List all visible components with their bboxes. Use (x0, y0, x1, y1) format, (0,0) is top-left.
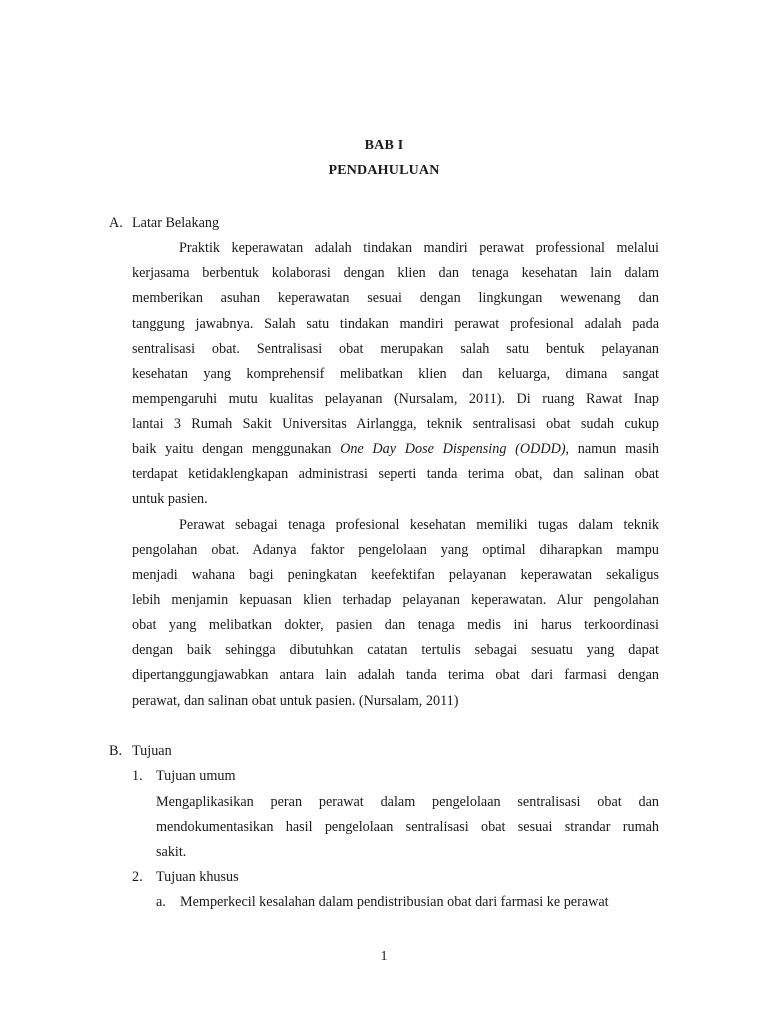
paragraph-line: kerjasama berbentuk kolaborasi dengan klien dan tenaga kesehatan lain dalam (132, 265, 659, 281)
paragraph-line: menjadi wahana bagi peningkatan keefektifan pelayanan keperawatan sekaligus (132, 567, 659, 583)
paragraph-line: obat yang melibatkan dokter, pasien dan tenaga medis ini harus terkoordinasi (132, 617, 659, 633)
paragraph-line: dengan baik sehingga dibutuhkan catatan tertulis sebagai sesuatu yang dapat (132, 642, 659, 658)
item-1-title: Tujuan umum (156, 768, 236, 784)
sub-item-a-text: Memperkecil kesalahan dalam pendistribusian obat dari farmasi ke perawat (180, 894, 609, 910)
section-a-marker: A. (109, 215, 123, 231)
paragraph-line: memberikan asuhan keperawatan sesuai dengan lingkungan wewenang dan (132, 290, 659, 306)
paragraph-line: dipertanggungjawabkan antara lain adalah tanda terima obat dari farmasi dengan (132, 667, 659, 683)
paragraph-line: tanggung jawabnya. Salah satu tindakan mandiri perawat profesional adalah pada (132, 316, 659, 332)
item-1-marker: 1. (132, 768, 143, 784)
paragraph-line (132, 440, 659, 458)
item-1-line: mendokumentasikan hasil pengelolaan sentralisasi obat sesuai strandar rumah (156, 819, 659, 835)
paragraph-line: sentralisasi obat. Sentralisasi obat merupakan salah satu bentuk pelayanan (132, 341, 659, 357)
paragraph-line: mempengaruhi mutu kualitas pelayanan (Nursalam, 2011). Di ruang Rawat Inap (132, 391, 659, 407)
paragraph-line: Praktik keperawatan adalah tindakan mandiri perawat professional melalui (179, 240, 659, 256)
paragraph-line: perawat, dan salinan obat untuk pasien. (Nursalam, 2011) (132, 693, 459, 709)
paragraph-line: Perawat sebagai tenaga profesional kesehatan memiliki tugas dalam teknik (179, 517, 659, 533)
chapter-number: BAB I (364, 138, 404, 153)
sub-item-a-marker: a. (156, 894, 166, 910)
item-1-line: Mengaplikasikan peran perawat dalam pengelolaan sentralisasi obat dan (156, 794, 659, 810)
page-number: 1 (380, 949, 388, 964)
section-b-marker: B. (109, 743, 123, 759)
item-1-line: sakit. (156, 844, 187, 860)
item-2-marker: 2. (132, 869, 143, 885)
paragraph-line: lantai 3 Rumah Sakit Universitas Airlangga, teknik sentralisasi obat sudah cukup (132, 416, 659, 432)
paragraph-line: lebih menjamin kepuasan klien terhadap pelayanan keperawatan. Alur pengolahan (132, 592, 659, 608)
paragraph-line: terdapat ketidaklengkapan administrasi seperti tanda terima obat, dan salinan obat (132, 466, 659, 482)
line-text: baik yaitu dengan menggunakan (132, 441, 332, 457)
chapter-title: PENDAHULUAN (328, 163, 440, 178)
section-b-title: Tujuan (132, 743, 172, 759)
section-a-title: Latar Belakang (132, 215, 220, 231)
item-2-title: Tujuan khusus (156, 869, 239, 885)
paragraph-line: kesehatan yang komprehensif melibatkan klien dan keluarga, dimana sangat (132, 366, 659, 382)
italic-term: One Day Dose Dispensing (ODDD) (340, 441, 566, 457)
paragraph-line: untuk pasien. (132, 491, 208, 507)
paragraph-line: pengolahan obat. Adanya faktor pengelolaan yang optimal diharapkan mampu (132, 542, 659, 558)
line-text: , namun masih (565, 441, 659, 457)
